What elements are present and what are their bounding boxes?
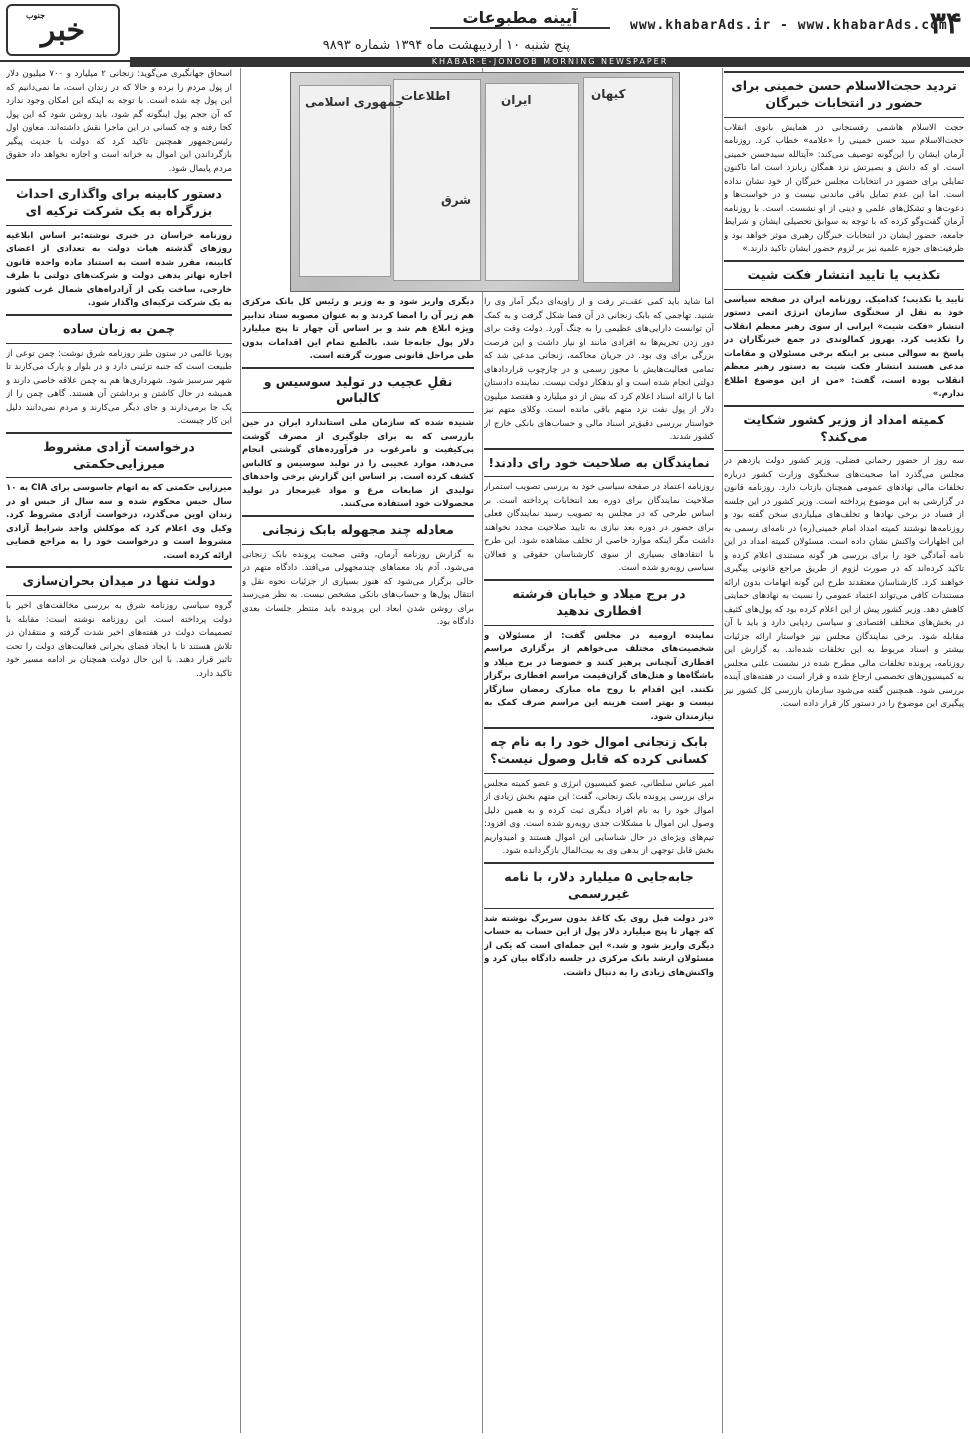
article: [6, 68, 232, 176]
article: [484, 862, 714, 980]
article-body: میرزایی حکمتی که به اتهام جاسوسی برای CIA به ۱۰ سال حبس محکوم شده و سه سال از حبس او در زندان اوین می‌گذرد، درخواست آزادی مشروط کرد. وکیل وی اعلام کرد که موکلش واجد شرایط آزادی مشروط است و درخواست خود را به مراجع قضایی ارائه کرده است.: [6, 483, 232, 561]
article-headline[interactable]: نقلِ عجیب در تولید سوسیس و کالباس: [242, 367, 474, 414]
article-headline[interactable]: درخواست آزادی مشروط میرزایی‌حکمتی: [6, 432, 232, 479]
article-body: نماینده ارومیه در مجلس گفت: از مسئولان و شخصیت‌های مختلف می‌خواهم از برگزاری مراسم افطاری آنچنانی پرهیز کنند و خصوصا در برج میلاد و باشگاه‌ها و هتل‌های گران‌قیمت مراسم افطاری برگزار نکنند. این اقدام با روح ماه مبارک رمضان سازگار نیست و بهتر است هزینه این مراسم صرف کمک به نیازمندان شود.: [484, 630, 714, 722]
newspaper-image: [393, 79, 481, 281]
article: [6, 432, 232, 564]
article-body: روزنامه اعتماد در صفحه سیاسی خود به بررسی تصویب استمرار صلاحیت نمایندگان برای دوره بعد انتخابات پرداخته است. بر اساس طرحی که در مجلس به تصویب رسید نمایندگان فعلی برای حضور در دوره بعد نیازی به تایید صلاحیت مجدد نخواهند داشت مگر اینکه موارد خاصی از تخلف مشاهده شود. این طرح با انتقادهای بسیاری از سوی کارشناسان حقوقی و فعالان سیاسی روبه‌رو شده است.: [484, 482, 714, 574]
article-headline[interactable]: دستور کابینه برای واگذاری احداث بزرگراه به یک شرکت ترکیه ای: [6, 179, 232, 226]
article: [6, 566, 232, 681]
article-headline[interactable]: کمیته امداد از وزیر کشور شکایت می‌کند؟: [724, 405, 964, 452]
newspaper-image: [485, 83, 579, 281]
newspaper-image: [583, 77, 673, 283]
column-2: [484, 296, 714, 1433]
article-body: امیر عباس سلطانی، عضو کمیسیون انرژی و عضو کمیته مجلس برای بررسی پرونده بابک زنجانی، گفت: این متهم بخش زیادی از اموال خود را به نام افراد دیگری ثبت کرده و به همین دلیل وصول این اموال با مشکلات جدی روبه‌رو شده است. وی افزود: تیم‌های ویژه‌ای در حال شناسایی این اموال هستند و امیدواریم بخش قابل توجهی از بدهی وی به بیت‌المال بازگردانده شود.: [484, 778, 714, 857]
article: [484, 296, 714, 445]
article: [484, 448, 714, 576]
article-body: حجت الاسلام هاشمی رفسنجانی در همایش بانوی انقلاب حجت‌الاسلام سید حسن خمینی را «علامه» خطاب کرد. روزنامه آرمان ایشان را این‌گونه توصیف می‌کند: «آیتالله سیدحسن خمینی است. او که دانش و بصیرتش نزد همگان زبانزد است اما تاکنون تمایلی برای حضور در انتخابات مجلس خبرگان از خود نشان نداده است. اما این عدم تمایل باقی ماندنی نیست و در خواست‌ها و دعوت‌ها و تشکل‌های علمی و دینی از او نشست. است. با روزنامه آرمان گفت‌وگو کرده که با توجه به سوابق تحصیلی ایشان و شرایط جامعه، حضور ایشان در انتخابات خبرگان رهبری موثر خواهد بود و ظرفیت‌های حوزه علمیه نیز بر لزوم حضور ایشان تاکید دارند.»: [724, 122, 964, 255]
article-headline[interactable]: بابک زنجانی اموال خود را به نام چه کسانی کرده که قابل وصول نیست؟: [484, 727, 714, 774]
article-body: پوریا عالمی در ستون طنز روزنامه شرق نوشت: چمن توعی از طبیعت است که جنبه تزئینی دارد و در بلوار و پارک می‌کارند تا شهر سرسبز شود. شهرداری‌ها هم به چمن علاقه خاصی دارند و همیشه در حال کاشتن و برداشتن آن هستند. گاهی چمن را از یک جا برمی‌دارند و جای دیگر می‌کارند و مردم نمی‌دانند دلیل این کار چیست.: [6, 348, 232, 427]
article-body: شنیده شده که سازمان ملی استاندارد ایران در حین بازرسی که به برای جلوگیری از مصرف گوشت بی‌کیفیت و نامرغوب در فرآورده‌های گوشتی انجام می‌دهد، موارد عجیبی را در تولید سوسیس و کالباس کشف کرده است. بر اساس این گزارش برخی واحدهای تولیدی از ضایعات مرغ و مواد غیرمجاز در تولید محصولات خود استفاده می‌کنند.: [242, 418, 474, 510]
masthead-label: جمهوری اسلامی: [305, 95, 404, 109]
article: [484, 727, 714, 859]
dateline: پنج شنبه ۱۰ اردیبهشت ماه ۱۳۹۴ شماره ۹۸۹۳: [322, 38, 570, 53]
section-title: آیینه مطبوعات: [430, 8, 610, 29]
article-body: تایید یا تکذیب؛ کدامیک. روزنامه ایران در صفحه سیاسی خود به نقل از سخنگوی سازمان انرژی اتمی دستور انتشار «فکت شیت» ایرانی از سوی رهبر معظم انقلاب را تکذیب کرد. بهروز کمالوندی در جمع خبرنگاران در پاسخ به سوالی مبنی بر اینکه برخی مسئولان و مقامات مدعی هستند انتشار فکت شیت به دستور رهبر معظم انقلاب بوده است، گفت: «من از این موضوع اطلاع ندارم.»: [724, 294, 964, 400]
masthead-label: اطلاعات: [401, 89, 451, 103]
article-headline[interactable]: تکذیب یا تایید انتشار فکت شیت: [724, 260, 964, 290]
article-body: سه روز از حضور رحمانی فضلی، وزیر کشور دولت یازدهم در مجلس می‌گذرد اما صحبت‌های سخنگوی وزارت کشور درباره تخلفات مالی نهادهای عمومی همچنان بازتاب دارد. روزنامه قانون در گزارشی به این موضوع پرداخته است. وزیر کشور در این جلسه از فساد در برخی نهادها و تخلف‌های میلیاردی سخن گفته بود و روزنامه‌ها نوشتند کمیته امداد امام خمینی(ره) در نامه‌ای رسمی به این اظهارات واکنش نشان داده است. مسئولان کمیته امداد در این نامه آمادگی خود را برای بررسی هر گونه مستندی اعلام کرده و تاکید کرده‌اند که در صورت لزوم از طریق مراجع قانونی پیگیری خواهند کرد. کارشناسان معتقدند طرح این گونه اتهامات بدون ارائه مستندات کافی می‌تواند اعتماد عمومی را نسبت به نهادهای حمایتی کاهش دهد. وزیر کشور پیش از این اعلام کرده بود که پول‌های کثیف در بخش‌های مختلف اقتصادی و سیاسی ردپایی دارد و باید با آن مقابله شود. برخی نمایندگان مجلس نیز خواستار ارائه جزئیات بیشتر و اسناد مربوط به این تخلفات شده‌اند. به گزارش این روزنامه، پرونده تخلفات مالی مطرح شده در نشست علنی مجلس به کمیسیون‌های تخصصی ارجاع شده و قرار است در هفته‌های آینده بررسی شود. همچنین گفته می‌شود سازمان بازرسی کل کشور نیز پیگیری این موضوع را در دستور کار قرار داده است.: [724, 456, 964, 710]
article-headline[interactable]: نمایندگان به صلاحیت خود رای دادند!: [484, 448, 714, 478]
article-body: روزنامه خراسان در خبری نوشته:بر اساس ابلاغیه روزهای گذشته هیات دولت به تعدادی از اعضای کابینه، مقرر شده است به استناد ماده واحده قانون اجازه تهاتر بدهی دولت و شرکت‌های دولتی با طرف خارجی، ساخت یکی از آزادراه‌های شمال غرب کشور به یک شرکت ترکیه‌ای واگذار شود.: [6, 230, 232, 309]
article-headline[interactable]: در برج میلاد و خیابان فرشته افطاری ندهید: [484, 579, 714, 626]
masthead-label: ایران: [501, 93, 532, 107]
article: [484, 579, 714, 724]
article-body: «در دولت قبل روی یک کاغذ بدون سربرگ نوشته شد که چهار تا پنج میلیارد دلار پول از این حساب به حساب دیگری واریز شود و شد.» این جمله‌ای است که یکی از مسئولان ارشد بانک مرکزی در جلسه دادگاه بیان کرد و واکنش‌های زیادی را به دنبال داشت.: [484, 913, 714, 978]
newspaper-logo: [6, 4, 120, 56]
article-body: اما شاید باید کمی عقب‌تر رفت و از زاویه‌ای دیگر آمار وی را شنید. تهاجمی که بابک زنجانی در آن فضا شکل گرفت و به کمک آن توانست دارایی‌های عظیمی را به چنگ آورد. دولت وقت برای دور زدن تحریم‌ها به افرادی مانند او نیاز داشت و این فرصت بزرگی برای وی بود. در جریان محاکمه، زنجانی مدعی شد که تمامی فعالیت‌هایش با مجوز رسمی و در چارچوب قراردادهای دولتی انجام شده است و او بدهکار دولت نیست. نماینده دادستان اما با ارائه اسناد اعلام کرد که بیش از دو میلیارد و هفتصد میلیون دلار از پول نفت نزد متهم باقی مانده است. وکلای متهم نیز خواستار بررسی دقیق‌تر اسناد مالی و حساب‌های بانکی خارج از کشور شدند.: [484, 297, 714, 442]
masthead-label: کیهان: [591, 87, 626, 101]
masthead-ribbon: KHABAR-E-JONOOB MORNING NEWSPAPER: [130, 57, 970, 67]
article: [6, 179, 232, 311]
article-body: گروه سیاسی روزنامه شرق به بررسی مخالفت‌های اخیر با دولت پرداخته است. این روزنامه نوشته است: مقابله با تصمیمات دولت در هفته‌های اخیر شدت گرفته و منتقدان در تلاش هستند تا با ایجاد فضای بحرانی فعالیت‌های دولت را تحت تاثیر قرار دهند. با این حال دولت همچنان بر ادامه مسیر خود تاکید دارد.: [6, 601, 232, 679]
article-headline[interactable]: تردید حجت‌الاسلام حسن خمینی برای حضور در انتخابات خبرگان: [724, 71, 964, 118]
article-body: اسحاق جهانگیری می‌گوید: زنجانی ۲ میلیارد و ۷۰۰ میلیون دلار از پول مردم را برده و حالا که در زندان است، ما نمی‌دانیم که این پول چه شده است. با توجه به اینکه این امکان وجود ندارد که آن حجم پول اینگونه گم شود، باید روشن شود که این پول کجا رفته و چه کسانی در این ماجرا نقش داشته‌اند. معاون اول رئیس‌جمهور همچنین تاکید کرد که دولت با جدیت پیگیر بازگرداندن این اموال به خزانه است و اجازه نخواهد داد حقوق مردم پایمال شود.: [6, 69, 232, 174]
newspaper-image: [299, 85, 391, 277]
article-headline[interactable]: جابه‌جایی ۵ میلیارد دلار، با نامه غیررسمی: [484, 862, 714, 909]
article-headline[interactable]: دولت تنها در میدان بحران‌سازی: [6, 566, 232, 596]
column-divider: [722, 68, 723, 1433]
article: [6, 314, 232, 429]
column-4: [6, 68, 232, 1433]
page-number: ۳۴: [929, 6, 962, 41]
article: [242, 515, 474, 630]
article: [724, 405, 964, 712]
article: [724, 260, 964, 402]
article-body: به گزارش روزنامه آرمان، وقتی صحبت پرونده بابک زنجانی می‌شود، آدم یاد معماهای چندمجهولی می‌افتد. دادگاه متهم در حالی برگزار می‌شود که هنوز بسیاری از جزئیات نحوه نقل و انتقال پول‌ها و حساب‌های بانکی مشخص نیست. به نظر می‌رسد برای روشن شدن ابعاد این پرونده باید منتظر جلسات بعدی دادگاه بود.: [242, 549, 474, 628]
logo-text: خبر: [40, 12, 86, 48]
column-3: [242, 296, 474, 1433]
logo-subtitle: جنوب: [26, 10, 46, 20]
article-body: دیگری واریز شود و به وزیر و رئیس کل بانک مرکزی هم زیر آن را امضا کردند و به عنوان مصوبه ستاد تدابیر ویژه ابلاغ هم شد و بر اساس آن چهار تا پنج میلیارد دلار پول جابه‌جا شد. بالطبع تمام این اقدامات بدون طی مراحل قانونی صورت گرفته است.: [242, 297, 474, 361]
newspapers-photo: [290, 72, 680, 292]
masthead-label: شرق: [441, 193, 471, 207]
column-divider: [240, 68, 241, 1433]
site-url[interactable]: www.khabarAds.ir - www.khabarAds.com: [630, 18, 948, 33]
article: [242, 367, 474, 512]
page-header: [0, 0, 970, 62]
article-headline[interactable]: معادله چند مجهوله بابک زنجانی: [242, 515, 474, 545]
article-headline[interactable]: چمن به زبان ساده: [6, 314, 232, 344]
article: [724, 71, 964, 257]
column-1: [724, 68, 964, 1433]
article: [242, 296, 474, 364]
